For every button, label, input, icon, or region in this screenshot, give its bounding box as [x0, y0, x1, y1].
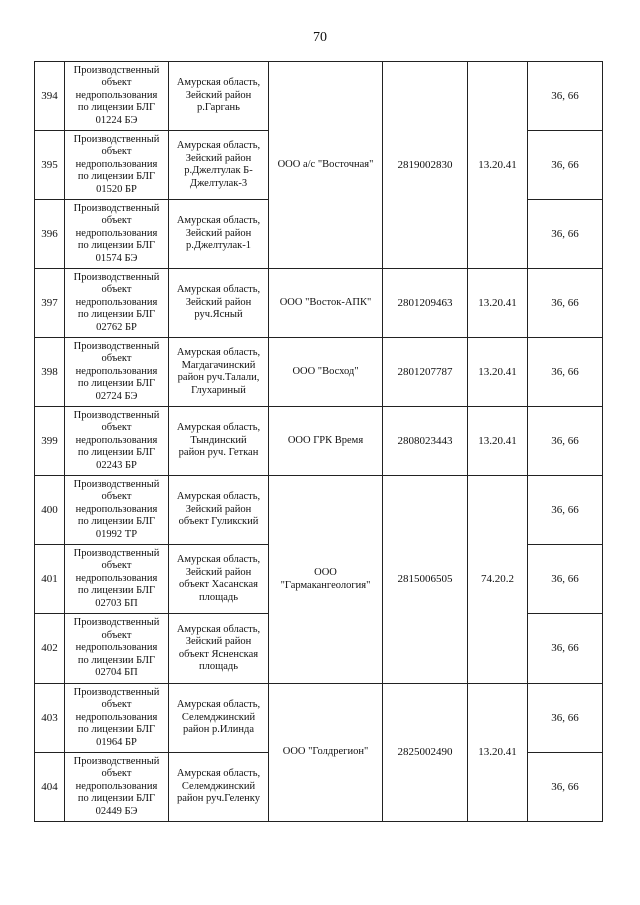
- object-location-line: Зейский район: [185, 89, 252, 101]
- okved-code: 74.20.2: [468, 476, 528, 684]
- object-name-line: объект: [101, 560, 132, 572]
- object-name-line: по лицензии БЛГ: [77, 585, 156, 597]
- object-location-line: Тындинский: [190, 434, 247, 446]
- okved-code: 13.20.41: [468, 62, 528, 269]
- object-name-line: 01224 БЭ: [95, 114, 138, 126]
- object-location: [169, 684, 269, 753]
- object-location-line: Амурская область,: [176, 491, 261, 503]
- inn-code: 2815006505: [383, 476, 468, 684]
- object-location-line: Селемджинский: [181, 780, 256, 792]
- object-location-line: район руч.Талали,: [177, 372, 260, 383]
- organization-name: [269, 338, 383, 407]
- object-name-line: по лицензии БЛГ: [77, 309, 156, 321]
- object-location: [169, 407, 269, 476]
- object-name-line: 02703 БП: [95, 597, 138, 609]
- table-row: [35, 476, 603, 545]
- object-name-line: 02762 БР: [96, 321, 137, 333]
- object-location: [169, 131, 269, 200]
- object-name-line: Производственный: [73, 271, 160, 283]
- okved-code: 13.20.41: [468, 269, 528, 338]
- object-location-line: Зейский район: [185, 636, 252, 647]
- hazard-codes: 36, 66: [528, 545, 603, 614]
- object-name-line: объект: [101, 215, 132, 227]
- object-name: [65, 62, 169, 131]
- object-name-line: 02724 БЭ: [95, 390, 138, 402]
- object-location: [169, 753, 269, 822]
- object-location-line: Зейский район: [185, 503, 252, 515]
- object-name-line: объект: [101, 353, 132, 365]
- object-name-line: 01520 БР: [96, 183, 137, 195]
- row-number: 404: [35, 753, 65, 822]
- object-name-line: недропользования: [75, 711, 158, 723]
- organization-name-line: ООО: [314, 567, 337, 578]
- organization-name: [269, 407, 383, 476]
- object-location-line: Зейский район: [185, 227, 252, 239]
- row-number: 399: [35, 407, 65, 476]
- organization-name: [269, 684, 383, 822]
- object-location-line: район р.Илинда: [183, 724, 254, 736]
- object-name-line: Производственный: [73, 755, 160, 767]
- hazard-codes: 36, 66: [528, 338, 603, 407]
- table-row: [35, 62, 603, 131]
- object-location-line: р.Джелтулак Б-: [184, 165, 253, 176]
- table-row: [35, 269, 603, 338]
- organization-name-line: ООО "Восток-АПК": [279, 296, 372, 308]
- okved-code: 13.20.41: [468, 407, 528, 476]
- inn-code: 2801209463: [383, 269, 468, 338]
- object-name-line: недропользования: [75, 158, 158, 170]
- object-location: [169, 614, 269, 684]
- registry-body: [35, 62, 603, 822]
- object-name: [65, 269, 169, 338]
- organization-name-line: "Гармакангеология": [280, 579, 371, 591]
- object-name: [65, 407, 169, 476]
- object-name-line: Производственный: [73, 64, 160, 76]
- object-name-line: по лицензии БЛГ: [77, 171, 156, 183]
- object-name-line: недропользования: [75, 89, 158, 101]
- object-location-line: район руч. Геткан: [178, 447, 259, 459]
- object-name-line: объект: [101, 699, 132, 711]
- object-name: [65, 476, 169, 545]
- object-name-line: по лицензии БЛГ: [77, 516, 156, 528]
- table-row: [35, 407, 603, 476]
- object-name: [65, 131, 169, 200]
- object-name-line: 01574 БЭ: [95, 252, 138, 264]
- object-name-line: по лицензии БЛГ: [77, 102, 156, 114]
- object-location-line: Амурская область,: [176, 699, 261, 711]
- object-location-line: р.Гаргань: [197, 102, 240, 114]
- hazard-codes: 36, 66: [528, 407, 603, 476]
- object-location-line: р.Джелтулак-1: [185, 240, 252, 252]
- object-location-line: Селемджинский: [181, 711, 256, 723]
- object-name-line: Производственный: [73, 478, 160, 490]
- object-name-line: 01992 ТР: [95, 528, 138, 540]
- hazard-codes: 36, 66: [528, 131, 603, 200]
- object-name-line: недропользования: [75, 434, 158, 446]
- object-location-line: Амурская область,: [176, 215, 261, 227]
- hazard-codes: 36, 66: [528, 62, 603, 131]
- object-name-line: недропользования: [75, 780, 158, 792]
- okved-code: 13.20.41: [468, 338, 528, 407]
- object-name: [65, 614, 169, 684]
- object-name-line: объект: [101, 768, 132, 780]
- object-name-line: недропользования: [75, 365, 158, 377]
- object-name-line: объект: [101, 284, 132, 296]
- inn-code: 2808023443: [383, 407, 468, 476]
- object-location: [169, 200, 269, 269]
- object-name-line: Производственный: [73, 133, 160, 145]
- object-location: [169, 476, 269, 545]
- row-number: 394: [35, 62, 65, 131]
- object-name: [65, 338, 169, 407]
- object-name-line: Производственный: [73, 409, 160, 421]
- object-location: [169, 338, 269, 407]
- hazard-codes: 36, 66: [528, 200, 603, 269]
- object-location-line: Зейский район: [185, 566, 252, 578]
- object-name-line: объект: [101, 77, 132, 89]
- organization-name-line: ООО "Восход": [292, 365, 359, 377]
- object-location-line: Амурская область,: [176, 768, 261, 780]
- hazard-codes: 36, 66: [528, 476, 603, 545]
- object-name-line: 02243 БР: [96, 459, 137, 471]
- object-name-line: по лицензии БЛГ: [77, 654, 156, 666]
- object-name: [65, 200, 169, 269]
- object-location: [169, 269, 269, 338]
- object-location-line: руч.Ясный: [194, 309, 243, 321]
- object-name-line: недропользования: [75, 572, 158, 584]
- object-name-line: Производственный: [73, 202, 160, 214]
- organization-name-line: ООО а/с "Восточная": [277, 158, 374, 170]
- page-number: 70: [313, 30, 327, 45]
- object-location-line: Зейский район: [185, 152, 252, 164]
- object-location: [169, 62, 269, 131]
- object-location-line: Джелтулак-3: [189, 177, 248, 189]
- object-location-line: площадь: [199, 661, 238, 672]
- object-name-line: 02449 БЭ: [95, 805, 138, 817]
- row-number: 396: [35, 200, 65, 269]
- object-location-line: Амурская область,: [176, 77, 261, 89]
- object-name-line: недропользования: [75, 296, 158, 308]
- row-number: 395: [35, 131, 65, 200]
- object-location: [169, 545, 269, 614]
- object-name-line: Производственный: [73, 547, 160, 559]
- table-row: [35, 684, 603, 753]
- object-location-line: Амурская область,: [176, 623, 261, 635]
- object-location-line: объект Гуликский: [178, 516, 259, 528]
- hazard-codes: 36, 66: [528, 753, 603, 822]
- object-name-line: Производственный: [73, 617, 160, 629]
- object-name-line: недропользования: [75, 642, 158, 654]
- inn-code: 2819002830: [383, 62, 468, 269]
- object-name-line: 02704 БП: [95, 667, 138, 679]
- object-name-line: 01964 БР: [96, 736, 137, 748]
- organization-name: [269, 269, 383, 338]
- object-location-line: Магдагачинский: [181, 359, 256, 371]
- okved-code: 13.20.41: [468, 684, 528, 822]
- object-name-line: объект: [101, 629, 132, 641]
- row-number: 401: [35, 545, 65, 614]
- object-location-line: Амурская область,: [176, 554, 261, 565]
- object-name-line: объект: [101, 491, 132, 503]
- row-number: 397: [35, 269, 65, 338]
- row-number: 398: [35, 338, 65, 407]
- object-location-line: объект Хасанская: [178, 579, 258, 590]
- object-location-line: объект Ясненская: [178, 648, 259, 660]
- object-location-line: Амурская область,: [176, 347, 261, 358]
- object-location-line: Амурская область,: [176, 422, 261, 434]
- object-name-line: Производственный: [73, 686, 160, 698]
- object-location-line: район руч.Геленку: [177, 793, 260, 805]
- hazard-codes: 36, 66: [528, 269, 603, 338]
- object-name-line: объект: [101, 146, 132, 158]
- row-number: 402: [35, 614, 65, 684]
- object-location-line: Амурская область,: [176, 140, 261, 151]
- hazard-codes: 36, 66: [528, 684, 603, 753]
- registry-table: [34, 61, 603, 822]
- row-number: 403: [35, 684, 65, 753]
- object-location-line: Глухариный: [191, 384, 246, 396]
- table-row: [35, 338, 603, 407]
- object-name-line: недропользования: [75, 227, 158, 239]
- organization-name-line: ООО ГРК Время: [287, 434, 364, 446]
- object-name: [65, 545, 169, 614]
- object-name-line: по лицензии БЛГ: [77, 793, 156, 805]
- object-name-line: Производственный: [73, 340, 160, 352]
- row-number: 400: [35, 476, 65, 545]
- object-name-line: по лицензии БЛГ: [77, 378, 156, 390]
- hazard-codes: 36, 66: [528, 614, 603, 684]
- inn-code: 2825002490: [383, 684, 468, 822]
- object-name: [65, 684, 169, 753]
- organization-name: [269, 62, 383, 269]
- object-name-line: недропользования: [75, 503, 158, 515]
- inn-code: 2801207787: [383, 338, 468, 407]
- organization-name: [269, 476, 383, 684]
- object-location-line: площадь: [199, 591, 238, 603]
- object-location-line: Амурская область,: [176, 284, 261, 296]
- object-name: [65, 753, 169, 822]
- object-name-line: по лицензии БЛГ: [77, 240, 156, 252]
- organization-name-line: ООО "Голдрегион": [282, 746, 369, 758]
- object-name-line: по лицензии БЛГ: [77, 724, 156, 736]
- object-name-line: по лицензии БЛГ: [77, 447, 156, 459]
- object-name-line: объект: [101, 422, 132, 434]
- object-location-line: Зейский район: [185, 296, 252, 308]
